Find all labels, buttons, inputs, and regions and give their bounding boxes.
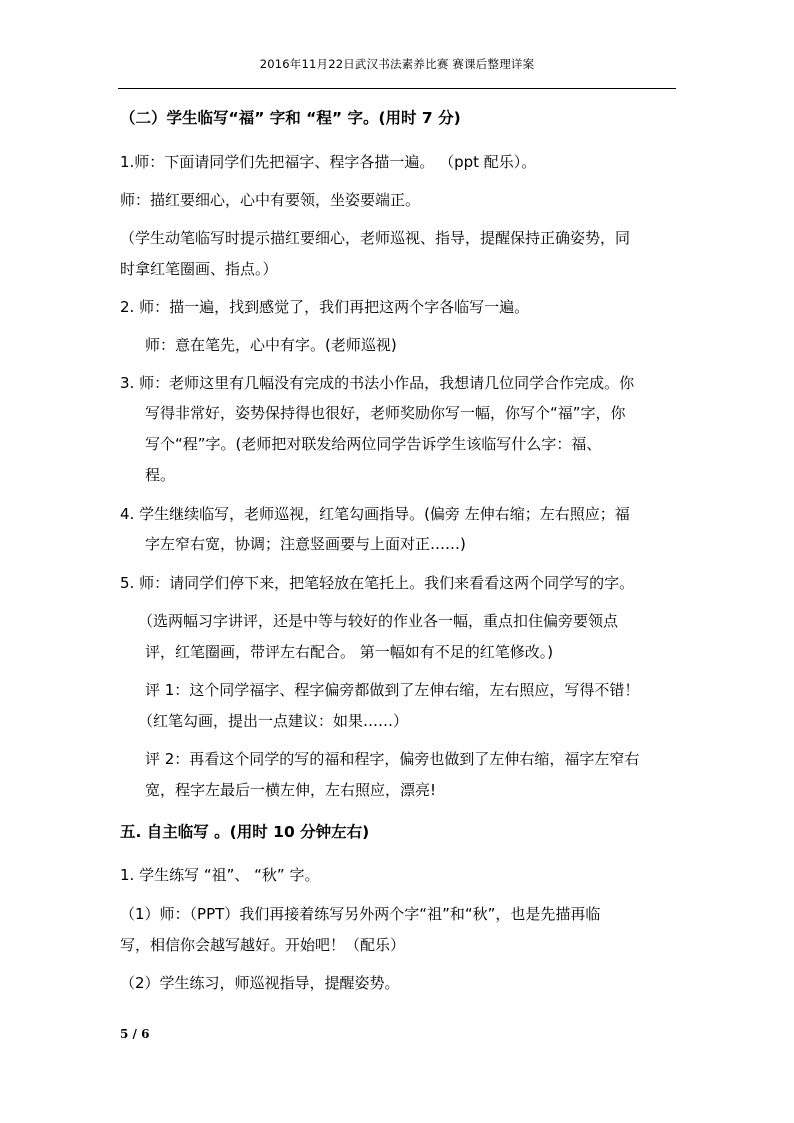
paragraph-6-line-4: 程。	[145, 466, 176, 484]
paragraph-11-line-1: 评 2：再看这个同学的写的福和程字，偏旁也做到了左伸右缩，福字左窄右	[145, 750, 640, 768]
paragraph-7-line-1: 4. 学生继续临写，老师巡视，红笔勾画指导。(偏旁 左伸右缩；左右照应；福	[120, 505, 630, 523]
paragraph-10-line-2: （红笔勾画，提出一点建议：如果……）	[138, 712, 409, 730]
paragraph-4: 2. 师：描一遍，找到感觉了，我们再把这两个字各临写一遍。	[120, 298, 530, 316]
page-header: 2016年11月22日武汉书法素养比赛 赛课后整理详案	[259, 57, 535, 71]
paragraph-1: 1.师：下面请同学们先把福字、程字各描一遍。 （ppt 配乐）。	[120, 153, 537, 171]
paragraph-6-line-3: 写个“程”字。(老师把对联发给两位同学告诉学生该临写什么字：福、	[145, 435, 602, 453]
section-heading-5: 五. 自主临写 。(用时 10 分钟左右)	[120, 823, 370, 841]
paragraph-7-line-2: 字左窄右宽，协调；注意竖画要与上面对正……)	[145, 535, 466, 553]
paragraph-9-line-1: （选两幅习字讲评，还是中等与较好的作业各一幅，重点扣住偏旁要领点	[138, 612, 619, 630]
paragraph-5: 师：意在笔先，心中有字。(老师巡视)	[145, 336, 397, 354]
paragraph-6-line-1: 3. 师：老师这里有几幅没有完成的书法小作品，我想请几位同学合作完成。你	[120, 374, 635, 392]
paragraph-13-line-2: 写，相信你会越写越好。开始吧！（配乐）	[120, 936, 406, 954]
page-number: 5 / 6	[120, 1027, 150, 1041]
header-divider	[118, 88, 676, 89]
paragraph-12: 1. 学生练写 “祖”、 “秋” 字。	[120, 866, 320, 884]
paragraph-8: 5. 师：请同学们停下来，把笔轻放在笔托上。我们来看看这两个同学写的字。	[120, 574, 635, 592]
paragraph-11-line-2: 宽，程字左最后一横左伸，左右照应，漂亮!	[145, 781, 437, 799]
paragraph-9-line-2: 评，红笔圈画，带评左右配合。 第一幅如有不足的红笔修改。)	[145, 643, 554, 661]
paragraph-3-line-2: 时拿红笔圈画、指点。）	[120, 260, 278, 278]
paragraph-2: 师：描红要细心，心中有要领，坐姿要端正。	[120, 191, 421, 209]
paragraph-14: （2）学生练习，师巡视指导，提醒姿势。	[120, 974, 400, 992]
paragraph-3-line-1: （学生动笔临写时提示描红要细心，老师巡视、指导，提醒保持正确姿势，同	[120, 229, 631, 247]
paragraph-6-line-2: 写得非常好，姿势保持得也很好，老师奖励你写一幅，你写个“福”字，你	[145, 404, 626, 422]
paragraph-13-line-1: （1）师：（PPT）我们再接着练写另外两个字“祖”和“秋”，也是先描再临	[120, 905, 601, 923]
paragraph-10-line-1: 评 1：这个同学福字、程字偏旁都做到了左伸右缩，左右照应，写得不错！	[145, 681, 640, 699]
section-heading-2: （二）学生临写“福” 字和 “程” 字。(用时 7 分)	[120, 109, 461, 127]
